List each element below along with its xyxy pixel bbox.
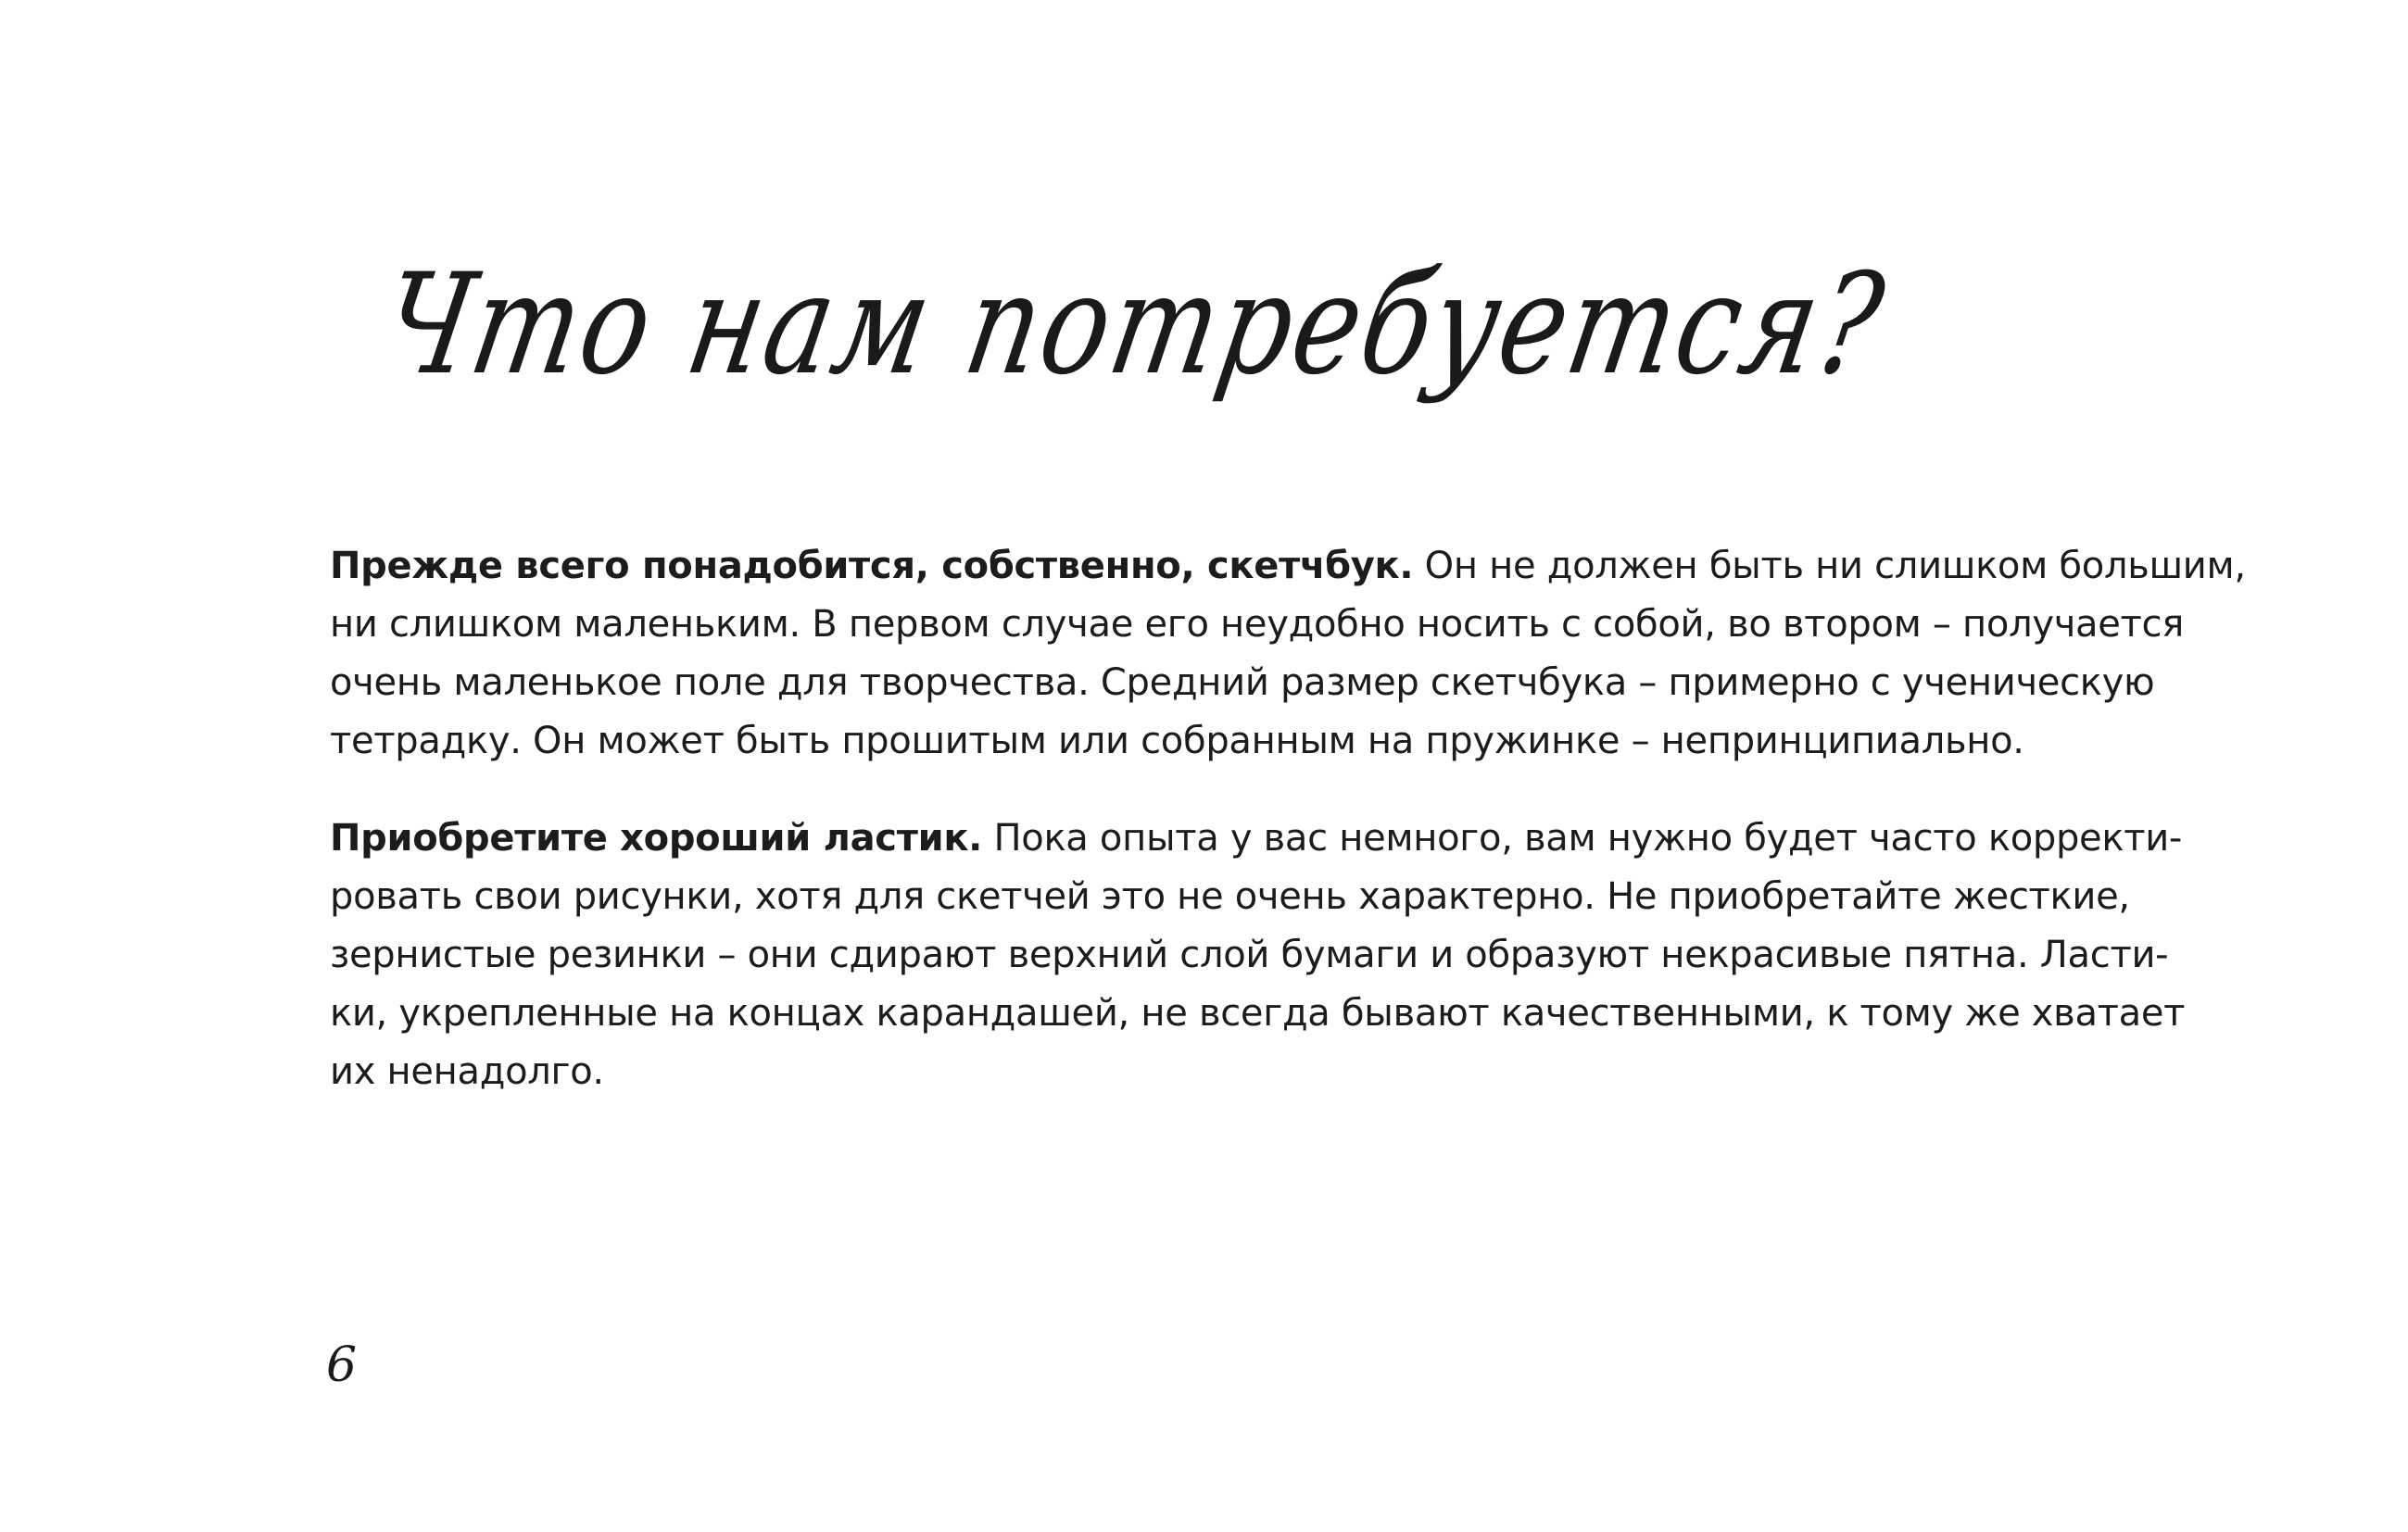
text-line: очень маленькое поле для творчества. Средний размер скетчбука – примерно с ученическую	[330, 661, 2155, 704]
paragraph-lead: Приобретите хороший ластик.	[330, 817, 983, 860]
text-fragment: Он не должен быть ни слишком большим,	[1413, 545, 2246, 587]
text-line: тетрадку. Он может быть прошитым или собранным на пружинке – непринципиально.	[330, 720, 2024, 762]
text-line: их ненадолго.	[330, 1050, 604, 1093]
text-line: зернистые резинки – они сдирают верхний слой бумаги и образуют некрасивые пятна. Ласти-	[330, 934, 2169, 976]
text-line: ровать свои рисунки, хотя для скетчей это не очень характерно. Не приобретайте жесткие,	[330, 875, 2130, 918]
body-text	[330, 537, 2246, 1140]
text-line	[330, 537, 2246, 596]
paragraph-sketchbook	[330, 537, 2246, 771]
paragraph-eraser	[330, 810, 2201, 1101]
text-fragment: Пока опыта у вас немного, вам нужно будет часто корректи-	[982, 817, 2183, 860]
page-title: Что нам потребуется?	[371, 245, 1897, 407]
page-number: 6	[326, 1337, 358, 1393]
paragraph-lead: Прежде всего понадобится, собственно, скетчбук.	[330, 545, 1414, 587]
text-line: ни слишком маленьким. В первом случае его неудобно носить с собой, во втором – получается	[330, 603, 2185, 646]
text-line	[330, 810, 2201, 868]
text-line: ки, укрепленные на концах карандашей, не всегда бывают качественными, к тому же хватает	[330, 992, 2186, 1035]
